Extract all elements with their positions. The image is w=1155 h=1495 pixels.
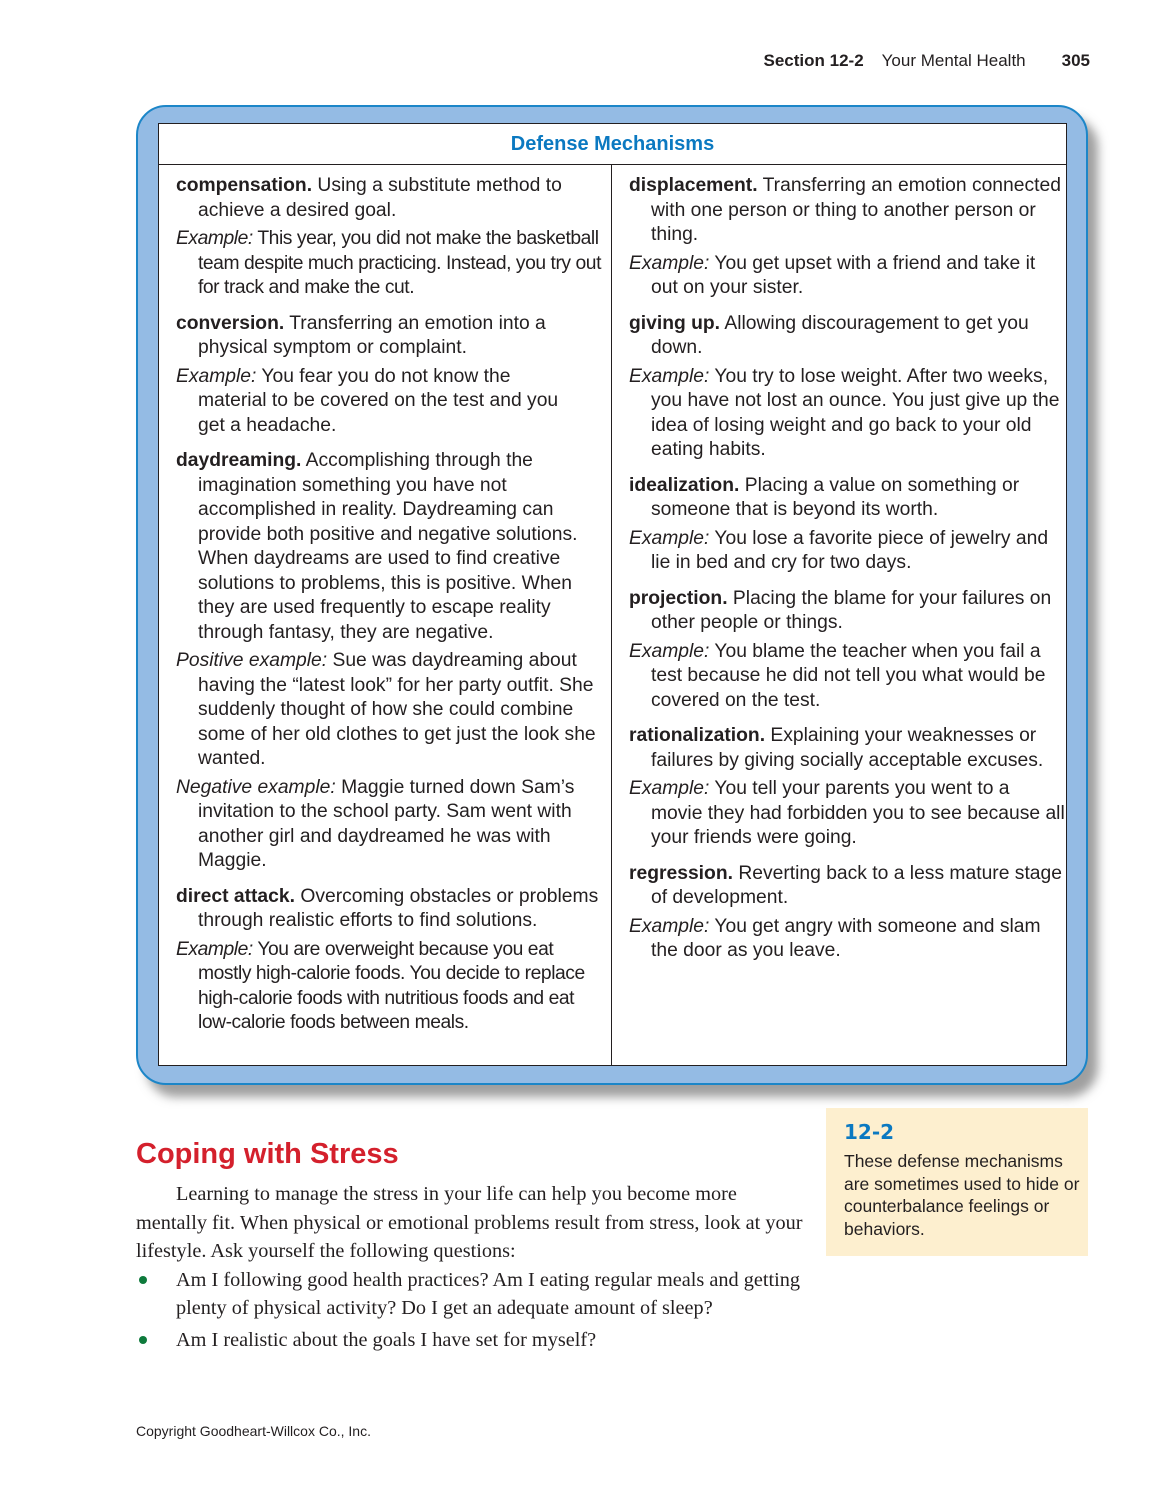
mechanism-term: regression. bbox=[629, 862, 733, 884]
mechanism-term: rationalization. bbox=[629, 725, 766, 746]
figure-caption-note bbox=[826, 1108, 1088, 1256]
intro-paragraph: Learning to manage the stress in your life can help you become more mentally fit. When physical or emotional problems result from stress, look at your lifestyle. Ask yourself the following questions: bbox=[136, 1183, 803, 1262]
example-text: Maggie turned down Sam’s invitation to the school party. Sam went with another girl and daydreamed he was with Maggie. bbox=[198, 776, 575, 871]
mechanism-term: direct attack. bbox=[176, 885, 295, 907]
mechanism-entry bbox=[629, 174, 1066, 301]
mechanism-entry bbox=[629, 862, 1066, 964]
example-text: You lose a favorite piece of jewelry and lie in bed and cry for two days. bbox=[651, 527, 1049, 573]
list-item-text: Am I following good health practices? Am I eating regular meals and getting plenty of physical activity? Do I get an adequate amount of sleep? bbox=[176, 1268, 801, 1319]
mechanism-term: daydreaming. bbox=[176, 450, 302, 471]
mechanism-entry bbox=[629, 587, 1066, 714]
example-label: Positive example: bbox=[176, 650, 328, 671]
example-label: Example: bbox=[629, 915, 710, 937]
mechanism-definition: Accomplishing through the imagination something you have not accomplished in reality. Daydreaming can provide both positive and negative solutions. When daydreams are used to find creative solutions to problems, this is positive. When they are used frequently to escape reality through fantasy, they are negative. bbox=[198, 450, 578, 643]
example-text: Sue was daydreaming about having the “latest look” for her party outfit. She suddenly thought of how she could combine some of her old clothes to get just the look she wanted. bbox=[198, 650, 596, 769]
right-column bbox=[612, 165, 1066, 1065]
example-text: You tell your parents you went to a movie they had forbidden you to see because all your friends were going. bbox=[651, 778, 1065, 848]
mechanism-entry bbox=[176, 885, 611, 1036]
example-text: You get angry with someone and slam the door as you leave. bbox=[651, 915, 1041, 961]
page-number: 305 bbox=[1061, 51, 1090, 70]
chapter-title: Your Mental Health bbox=[881, 51, 1026, 70]
figure-title: Defense Mechanisms bbox=[159, 124, 1066, 165]
mechanism-definition: Transferring an emotion into a physical symptom or complaint. bbox=[198, 312, 546, 358]
example-label: Example: bbox=[629, 252, 710, 274]
defense-mechanisms-figure bbox=[136, 105, 1088, 1085]
mechanism-term: idealization. bbox=[629, 474, 740, 496]
example-label: Example: bbox=[629, 640, 710, 662]
mechanism-term: giving up. bbox=[629, 312, 721, 334]
mechanism-term: displacement. bbox=[629, 175, 758, 196]
mechanism-term: conversion. bbox=[176, 312, 285, 334]
example-label: Example: bbox=[176, 228, 253, 249]
figure-table bbox=[158, 123, 1067, 1066]
example-label: Example: bbox=[176, 938, 253, 960]
example-label: Example: bbox=[629, 365, 710, 387]
example-text: You blame the teacher when you fail a test because he did not tell you what would be covered on the test. bbox=[651, 640, 1046, 711]
figure-number: 12-2 bbox=[844, 1120, 895, 1144]
bullet-icon bbox=[139, 1336, 147, 1344]
left-column bbox=[159, 165, 612, 1065]
mechanism-entry bbox=[629, 474, 1066, 576]
section-body bbox=[136, 1180, 806, 1357]
mechanism-definition: Explaining your weaknesses or failures by giving socially acceptable excuses. bbox=[651, 725, 1044, 771]
section-label: Section 12-2 bbox=[763, 51, 864, 70]
mechanism-entry bbox=[629, 724, 1066, 851]
example-label: Example: bbox=[176, 365, 257, 387]
example-label: Example: bbox=[629, 527, 710, 549]
copyright-notice: Copyright Goodheart-Willcox Co., Inc. bbox=[136, 1423, 371, 1439]
example-text: You try to lose weight. After two weeks, you have not lost an ounce. You just give up the idea of losing weight and go back to your old eating habits. bbox=[651, 365, 1060, 460]
mechanism-definition: Transferring an emotion connected with one person or thing to another person or thing. bbox=[651, 175, 1061, 245]
section-heading: Coping with Stress bbox=[136, 1138, 399, 1170]
mechanism-definition: Placing the blame for your failures on other people or things. bbox=[651, 587, 1052, 633]
mechanism-entry bbox=[176, 174, 611, 301]
mechanism-entry bbox=[176, 312, 611, 439]
list-item bbox=[136, 1266, 806, 1323]
example-text: You are overweight because you eat mostly high-calorie foods. You decide to replace high-calorie foods with nutritious foods and eat low-calorie foods between meals. bbox=[198, 938, 585, 1033]
list-item-text: Am I realistic about the goals I have set for myself? bbox=[176, 1328, 597, 1351]
example-label: Negative example: bbox=[176, 776, 336, 798]
list-item bbox=[136, 1326, 806, 1355]
example-text: You fear you do not know the material to be covered on the test and you get a headache. bbox=[198, 365, 559, 436]
example-label: Example: bbox=[629, 778, 710, 799]
mechanism-definition: Allowing discouragement to get you down. bbox=[651, 312, 1029, 358]
example-text: This year, you did not make the basketball team despite much practicing. Instead, you try out for track and make the cut. bbox=[198, 228, 601, 298]
running-head bbox=[0, 50, 1090, 72]
mechanism-entry bbox=[176, 449, 611, 874]
mechanism-definition: Using a substitute method to achieve a desired goal. bbox=[198, 175, 562, 221]
mechanism-definition: Placing a value on something or someone that is beyond its worth. bbox=[651, 474, 1020, 520]
mechanism-entry bbox=[629, 312, 1066, 463]
question-list bbox=[136, 1266, 806, 1355]
mechanism-term: projection. bbox=[629, 587, 728, 609]
example-text: You get upset with a friend and take it out on your sister. bbox=[651, 252, 1036, 298]
mechanism-term: compensation. bbox=[176, 175, 313, 196]
figure-caption: These defense mechanisms are sometimes used to hide or counterbalance feelings or behaviors. bbox=[844, 1151, 1080, 1239]
bullet-icon bbox=[139, 1276, 147, 1284]
mechanism-definition: Reverting back to a less mature stage of development. bbox=[651, 862, 1062, 908]
mechanism-definition: Overcoming obstacles or problems through realistic efforts to find solutions. bbox=[198, 885, 599, 931]
